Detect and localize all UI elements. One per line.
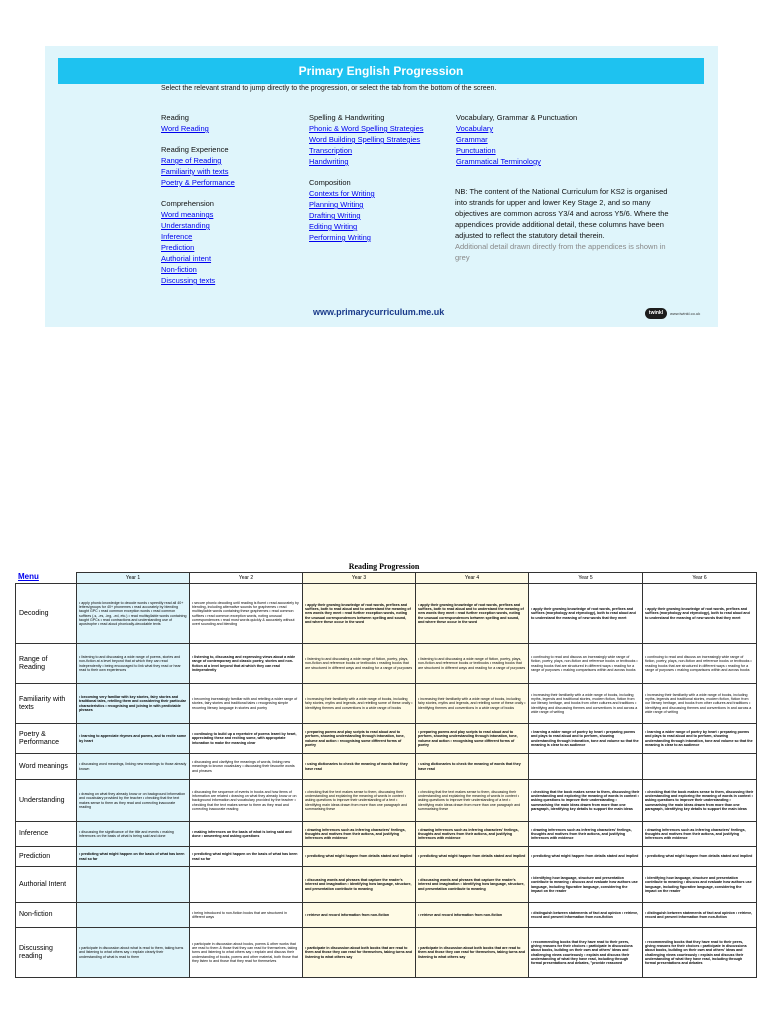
table-cell (77, 867, 190, 903)
link-discussing-texts[interactable]: Discussing texts (161, 276, 216, 285)
table-row (16, 847, 757, 867)
nb-note (455, 186, 677, 263)
row-label: Authorial Intent (16, 867, 77, 903)
table-cell (77, 903, 190, 928)
table-cell: • checking that the text makes sense to them, discussing their understanding and explaining the meaning of words in context • asking questions to improve their understanding of a text • identifying main ideas drawn from more than one paragraph and summarising these (303, 780, 416, 822)
table-cell: • checking that the book makes sense to them, discussing their understanding and exploring the meaning of words in context • asking questions to improve their understanding • summarising the main ideas drawn from more than one paragraph, identifying key details to support the main ideas (529, 780, 643, 822)
table-cell: • drawing inferences such as inferring characters' feelings, thoughts and motives from their actions, and justifying inferences with evidence (303, 822, 416, 847)
table-cell: • discussing word meanings, linking new meanings to those already known (77, 754, 190, 780)
nb-grey-note: Additional detail drawn directly from the appendices is shown in grey (455, 242, 666, 262)
vocab-heading: Vocabulary, Grammar & Punctuation (456, 113, 578, 122)
table-cell: • participate in discussion about books, poems & other works that are read to them & those that they can read for themselves, taking turns and listening to what others say • explain and discuss their understanding of books, poems and other material, both those that they listen to and those that they read for themselves (190, 928, 303, 978)
table-cell: • participate in discussion about both books that are read to them and those they can read for themselves, taking turns and listening to what others say (303, 928, 416, 978)
link-range-of-reading[interactable]: Range of Reading (161, 156, 222, 165)
link-grammar[interactable]: Grammar (456, 135, 488, 144)
link-phonic-spelling[interactable]: Phonic & Word Spelling Strategies (309, 124, 424, 133)
table-cell: • apply phonic knowledge to decode words • speedily read all 40+ letters/groups for 40+ phonemes • read accurately by blending taught GPC • read common exception words • read common suffixes (-s, -es, -ing, -ed, etc.) • read multisyllable words containing taught GPCs • read contractions and understanding use of apostrophe • read aloud phonically-decodable texts (77, 584, 190, 644)
link-contexts-for-writing[interactable]: Contexts for Writing (309, 189, 375, 198)
table-row (16, 684, 757, 724)
reading-heading: Reading (161, 113, 189, 122)
year-header: Year 5 (529, 573, 643, 584)
year-header: Year 6 (643, 573, 757, 584)
table-cell: • secure phonic decoding until reading is fluent • read accurately by blending, including alternative sounds for graphemes • read multisyllable words containing these graphemes • read common suffixes • read common exception words, noting unusual correspondences • read most words quickly & accurately without overt sounding and blending (190, 584, 303, 644)
menu-link[interactable]: Menu (18, 572, 39, 581)
table-row (16, 903, 757, 928)
year-header: Year 1 (77, 573, 190, 584)
table-cell: • preparing poems and play scripts to read aloud and to perform, showing understanding through intonation, tone, volume and action • recognising some different forms of poetry (416, 724, 529, 754)
table-cell: • listening to and discussing a wide range of fiction, poetry, plays, non-fiction and reference books or textbooks • reading books that are structured in different ways and reading for a range of purposes (303, 644, 416, 684)
table-cell: • learning a wider range of poetry by heart • preparing poems and plays to read aloud and to perform, showing understanding through intonation, tone and volume so that the meaning is clear to an audience (643, 724, 757, 754)
panel-instructions: Select the relevant strand to jump directly to the progression, or select the tab from the bottom of the screen. (161, 85, 497, 92)
link-poetry-performance[interactable]: Poetry & Performance (161, 178, 235, 187)
table-cell (643, 754, 757, 780)
table-cell: • recommending books that they have read to their peers, giving reasons for their choices • participate in discussions about books, building on their own and others' ideas and challenging views courteously • explain and discuss their understanding of what they have read, including through formal presentations and debates, "provide reasoned (529, 928, 643, 978)
table-cell: • drawing inferences such as inferring characters' feelings, thoughts and motives from their actions, and justifying inferences with evidence (416, 822, 529, 847)
table-cell: • discussing words and phrases that capture the reader's interest and imagination • identifying how language, structure, and presentation contribute to meaning (303, 867, 416, 903)
link-prediction[interactable]: Prediction (161, 243, 195, 252)
table-cell: • listening to and discussing a wide range of poems, stories and non-fiction at a level beyond that at which they can read independently • being encouraged to link what they read or hear read to their own experiences (77, 644, 190, 684)
table-cell: • learning to appreciate rhymes and poems, and to recite some by heart (77, 724, 190, 754)
row-label: Decoding (16, 584, 77, 644)
link-familiarity-with-texts[interactable]: Familiarity with texts (161, 167, 229, 176)
table-cell: • retrieve and record information from non-fiction (416, 903, 529, 928)
table-cell (190, 867, 303, 903)
table-cell: • discussing words and phrases that capture the reader's interest and imagination • identifying how language, structure, and presentation contribute to meaning (416, 867, 529, 903)
table-cell: • drawing inferences such as inferring characters' feelings, thoughts and motives from their actions, and justifying inferences with evidence (643, 822, 757, 847)
table-cell: • participate in discussion about what is read to them, taking turns and listening to what others say • explain clearly their understanding of what is read to them (77, 928, 190, 978)
table-cell: • predicting what might happen from details stated and implied (416, 847, 529, 867)
table-cell: • becoming increasingly familiar with and retelling a wider range of stories, fairy stories and traditional tales • recognising simple recurring literary language in stories and poetry (190, 684, 303, 724)
page-title: Primary English Progression (58, 58, 704, 84)
reading-experience-heading: Reading Experience (161, 145, 229, 154)
table-cell: • apply their growing knowledge of root words, prefixes and suffixes (morphology and etymology), both to read aloud and to understand the meaning of new words that they meet (529, 584, 643, 644)
table-cell: • predicting what might happen on the basis of what has been read so far (190, 847, 303, 867)
table-cell: • apply their growing knowledge of root words, prefixes and suffixes (morphology and etymology), both to read aloud and to understand the meaning of new words that they meet (643, 584, 757, 644)
link-transcription[interactable]: Transcription (309, 146, 353, 155)
table-cell: • checking that the book makes sense to them, discussing their understanding and exploring the meaning of words in context • asking questions to improve their understanding • summarising the main ideas drawn from more than one paragraph, identifying key details to support the main ideas (643, 780, 757, 822)
table-cell: • drawing inferences such as inferring characters' feelings, thoughts and motives from their actions, and justifying inferences with evidence (529, 822, 643, 847)
table-cell: • continuing to read and discuss an increasingly wide range of fiction, poetry, plays, non-fiction and reference books or textbooks • reading books that are structured in different ways • reading for a range of purposes • making comparisons within and across books (529, 644, 643, 684)
website-link[interactable]: www.primarycurriculum.me.uk (313, 307, 445, 317)
table-cell: • listening to and discussing a wide range of fiction, poetry, plays, non-fiction and reference books or textbooks • reading books that are structured in different ways and reading for a range of purposes (416, 644, 529, 684)
table-cell: • making inferences on the basis of what is being said and done • answering and asking questions (190, 822, 303, 847)
link-grammatical-terminology[interactable]: Grammatical Terminology (456, 157, 541, 166)
row-label: Familiarity with texts (16, 684, 77, 724)
table-cell: • being introduced to non-fiction books that are structured in different ways (190, 903, 303, 928)
link-word-meanings[interactable]: Word meanings (161, 210, 214, 219)
table-cell: • predicting what might happen from details stated and implied (303, 847, 416, 867)
link-authorial-intent[interactable]: Authorial intent (161, 254, 212, 263)
link-word-reading[interactable]: Word Reading (161, 124, 209, 133)
row-label: Word meanings (16, 754, 77, 780)
table-row (16, 754, 757, 780)
spelling-column (309, 112, 424, 243)
table-cell: • apply their growing knowledge of root words, prefixes and suffixes, both to read aloud and to understand the meaning of new words they meet • read further exception words, noting the unusual correspondences between spelling and sound, and where these occur in the word (416, 584, 529, 644)
table-header-row (16, 573, 757, 584)
row-label: Poetry & Performance (16, 724, 77, 754)
table-cell: • continuing to read and discuss an increasingly wide range of fiction, poetry, plays, non-fiction and reference books or textbooks • reading books that are structured in different ways • reading for a range of purposes • making comparisons within and across books (643, 644, 757, 684)
link-punctuation[interactable]: Punctuation (456, 146, 496, 155)
table-cell: • increasing their familiarity with a wide range of books, including myths, legends and traditional stories, modern fiction, fiction from our literary heritage, and books from other cultures and traditions • identifying and discussing themes and conventions in and across a wide range of writing (529, 684, 643, 724)
link-drafting-writing[interactable]: Drafting Writing (309, 211, 361, 220)
link-editing-writing[interactable]: Editing Writing (309, 222, 358, 231)
table-cell: • recommending books that they have read to their peers, giving reasons for their choices • participate in discussions about books, building on their own and others' ideas and challenging views courteously • explain and discuss their understanding of what they have read, including through formal presentations and debates (643, 928, 757, 978)
table-cell: • using dictionaries to check the meaning of words that they have read (303, 754, 416, 780)
link-handwriting[interactable]: Handwriting (309, 157, 349, 166)
link-inference[interactable]: Inference (161, 232, 193, 241)
row-label: Prediction (16, 847, 77, 867)
table-cell: • identifying how language, structure and presentation contribute to meaning • discuss and evaluate how authors use language, including figurative language, considering the impact on the reader (529, 867, 643, 903)
table-cell: • increasing their familiarity with a wide range of books, including fairy stories, myths and legends, and retelling some of these orally • identifying themes and conventions in a wide range of books (416, 684, 529, 724)
link-word-building-spelling[interactable]: Word Building Spelling Strategies (309, 135, 421, 144)
table-cell: • discussing the sequence of events in books and how items of information are related • drawing on what they already know or on background information and vocabulary provided by the teacher • checking that the text makes sense to them as they read and correcting inaccurate reading (190, 780, 303, 822)
nb-text: NB: The content of the National Curriculum for KS2 is organised into strands for upper and lower Key Stage 2, and so many objectives are common across Y3/4 and across Y5/6. Where the appendices provide additional detail, these columns have been adjusted to reflect the statutory detail therein. (455, 187, 669, 240)
row-label: Range of Reading (16, 644, 77, 684)
table-cell: • apply their growing knowledge of root words, prefixes and suffixes, both to read aloud and to understand the meaning of new words they meet • read further exception words, noting the unusual correspondences between spelling and sound, and where these occur in the word (303, 584, 416, 644)
spelling-heading: Spelling & Handwriting (309, 113, 385, 122)
table-cell: • distinguish between statements of fact and opinion • retrieve, record and present information from non-fiction (643, 903, 757, 928)
table-cell: • participate in discussion about both books that are read to them and those they can read for themselves, taking turns and listening to what others say (416, 928, 529, 978)
table-cell: • listening to, discussing and expressing views about a wide range of contemporary and classic poetry, stories and non-fiction at a level beyond that at which they can read independently (190, 644, 303, 684)
table-row (16, 724, 757, 754)
table-row (16, 928, 757, 978)
table-cell: • predicting what might happen from details stated and implied (529, 847, 643, 867)
link-non-fiction[interactable]: Non-fiction (161, 265, 197, 274)
table-cell: • continuing to build up a repertoire of poems learnt by heart, appreciating these and reciting some, with appropriate intonation to make the meaning clear (190, 724, 303, 754)
year-header: Year 4 (416, 573, 529, 584)
table-cell: • using dictionaries to check the meaning of words that they have read (416, 754, 529, 780)
table-cell: • predicting what might happen from details stated and implied (643, 847, 757, 867)
year-header: Year 2 (190, 573, 303, 584)
table-cell: • drawing on what they already know or on background information and vocabulary provided by the teacher • checking that the text makes sense to them as they read and correcting inaccurate reading (77, 780, 190, 822)
link-understanding[interactable]: Understanding (161, 221, 210, 230)
logo-url: www.twinkl.co.uk (670, 311, 701, 316)
row-label: Non-fiction (16, 903, 77, 928)
vocab-column (456, 112, 577, 167)
reading-column (161, 112, 235, 286)
table-row (16, 867, 757, 903)
table-cell: • learning a wider range of poetry by heart • preparing poems and plays to read aloud and to perform, showing understanding through intonation, tone and volume so that the meaning is clear to an audience (529, 724, 643, 754)
table-cell: • predicting what might happen on the basis of what has been read so far (77, 847, 190, 867)
link-performing-writing[interactable]: Performing Writing (309, 233, 371, 242)
year-header: Year 3 (303, 573, 416, 584)
table-row (16, 780, 757, 822)
row-label: Discussing reading (16, 928, 77, 978)
table-cell (529, 754, 643, 780)
table-cell: • checking that the text makes sense to them, discussing their understanding and explaining the meaning of words in context • asking questions to improve their understanding of a text • identifying main ideas drawn from more than one paragraph and summarising these (416, 780, 529, 822)
table-row (16, 584, 757, 644)
reading-progression-table (15, 572, 757, 978)
link-planning-writing[interactable]: Planning Writing (309, 200, 364, 209)
twinkl-logo: twinkl (645, 308, 667, 319)
table-cell: • discussing and clarifying the meanings of words, linking new meanings to known vocabulary • discussing their favourite words and phrases (190, 754, 303, 780)
row-label: Inference (16, 822, 77, 847)
table-cell: • becoming very familiar with key stories, fairy stories and traditional tales, retelling them and considering their particular characteristics • recognising and joining in with predictable phrases (77, 684, 190, 724)
table-cell: • retrieve and record information from non-fiction (303, 903, 416, 928)
link-vocabulary[interactable]: Vocabulary (456, 124, 494, 133)
row-label: Understanding (16, 780, 77, 822)
table-cell: • preparing poems and play scripts to read aloud and to perform, showing understanding through intonation, tone, volume and action • recognising some different forms of poetry (303, 724, 416, 754)
table-cell: • discussing the significance of the title and events • making inferences on the basis of what is being said and done (77, 822, 190, 847)
table-cell: • increasing their familiarity with a wide range of books, including myths, legends and traditional stories, modern fiction, fiction from our literary heritage, and books from other cultures and traditions • identifying and discussing themes and conventions in and across a wide range of writing (643, 684, 757, 724)
strand-selector-panel (45, 46, 718, 327)
table-cell: • distinguish between statements of fact and opinion • retrieve, record and present information from non-fiction (529, 903, 643, 928)
table-cell: • increasing their familiarity with a wide range of books, including fairy stories, myths and legends, and retelling some of these orally • identifying themes and conventions in a wide range of books (303, 684, 416, 724)
comprehension-heading: Comprehension (161, 199, 214, 208)
table-cell: • identifying how language, structure and presentation contribute to meaning • discuss and evaluate how authors use language, including figurative language, considering the impact on the reader (643, 867, 757, 903)
table-row (16, 644, 757, 684)
composition-heading: Composition (309, 178, 351, 187)
table-row (16, 822, 757, 847)
reading-progression-title: Reading Progression (348, 562, 420, 571)
